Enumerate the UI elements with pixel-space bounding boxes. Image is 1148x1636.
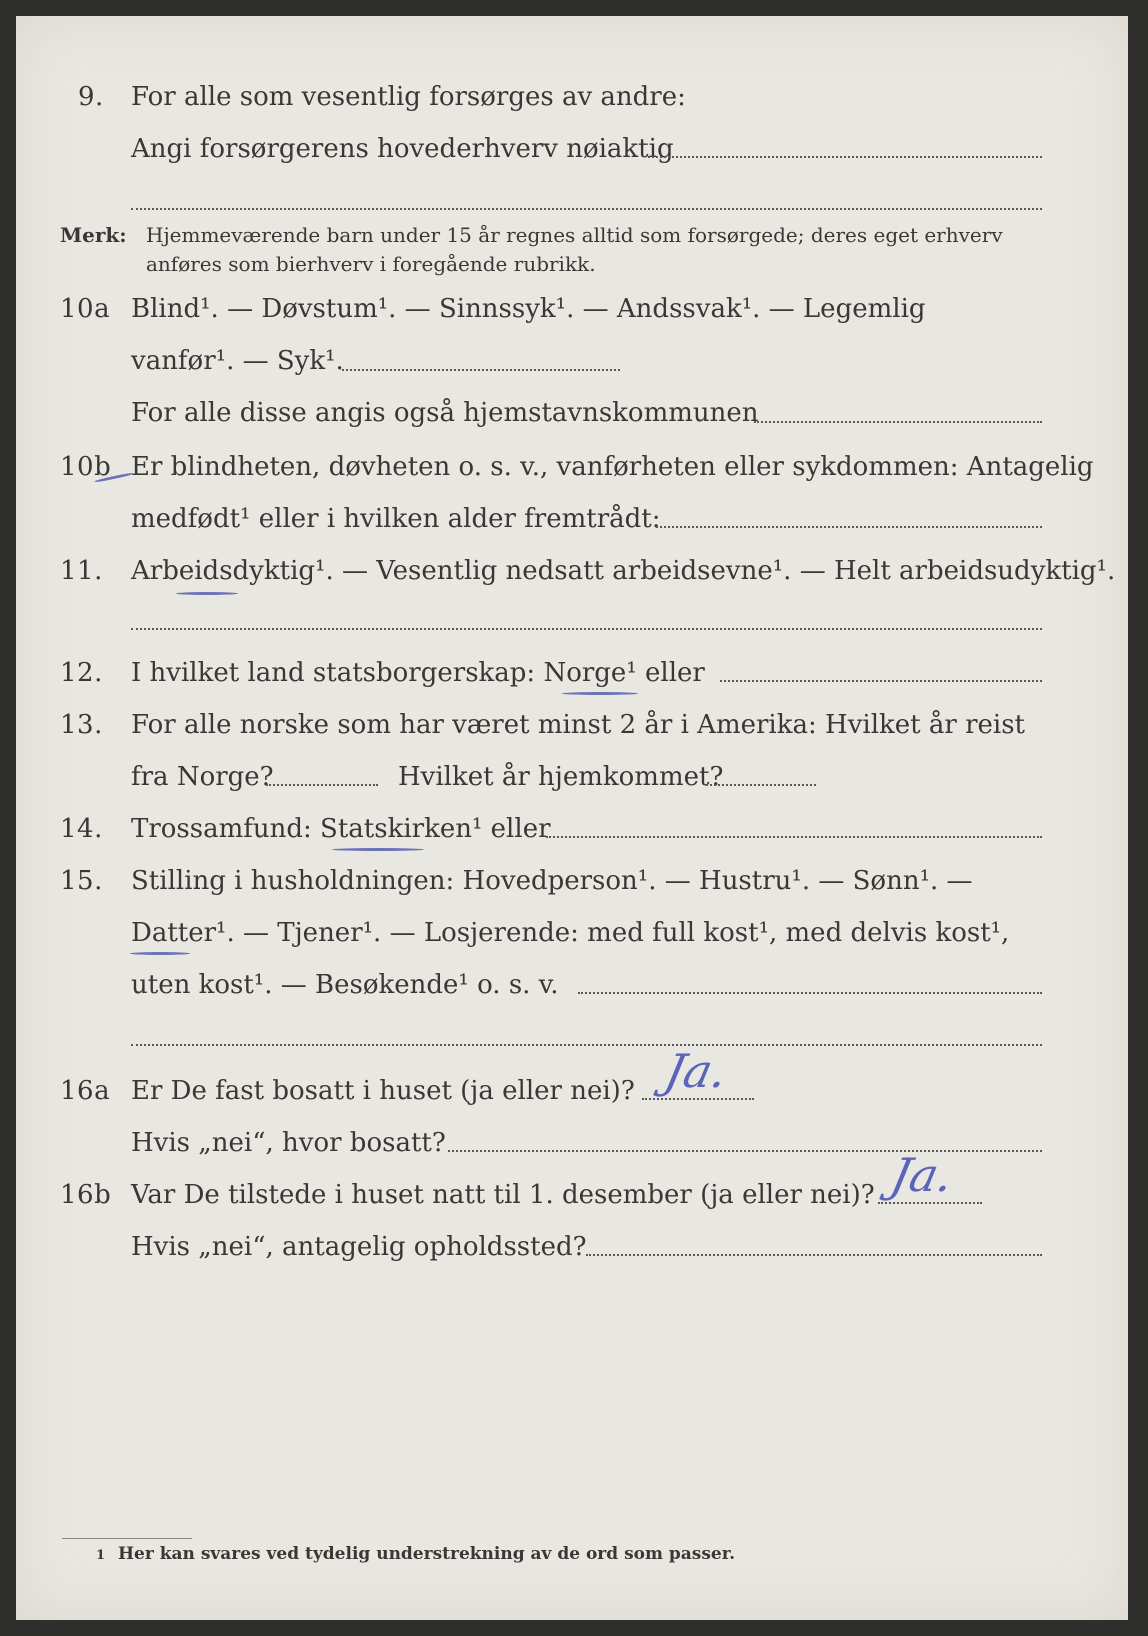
q10b-line2: medfødt¹ eller i hvilken alder fremtrådt:: [131, 504, 661, 534]
q10a-number: 10a: [60, 294, 111, 324]
q16a-line1: Er De fast bosatt i huset (ja eller nei)?: [131, 1076, 635, 1106]
q10b-line1: Er blindheten, døvheten o. s. v., vanførheten eller sykdommen: Antagelig: [131, 452, 1094, 482]
q15-line1: Stilling i husholdningen: Hovedperson¹. — Hustru¹. — Sønn¹. —: [131, 866, 973, 896]
q13-line1: For alle norske som har været minst 2 år i Amerika: Hvilket år reist: [131, 710, 1025, 740]
q16b-handwritten-answer: Ja.: [886, 1148, 959, 1202]
q13-line2b: Hvilket år hjemkommet?: [398, 762, 724, 792]
q12-answer-line[interactable]: [720, 680, 1042, 682]
q9-answer-line-2[interactable]: [131, 208, 1042, 210]
q16b-line1: Var De tilstede i huset natt til 1. desember (ja eller nei)?: [131, 1180, 875, 1210]
q10a-line3: For alle disse angis også hjemstavnskommunen: [131, 398, 759, 428]
handwritten-underline-norge: [562, 692, 638, 695]
census-form-page: [16, 16, 1128, 1620]
q15-number: 15.: [60, 866, 103, 896]
q11-line1: Arbeidsdyktig¹. — Vesentlig nedsatt arbeidsevne¹. — Helt arbeidsudyktig¹.: [131, 556, 1116, 586]
q12-line1: I hvilket land statsborgerskap: Norge¹ eller: [131, 658, 705, 688]
q9-line2: Angi forsørgerens hovederhverv nøiaktig: [131, 134, 674, 164]
q13-line2a: fra Norge?: [131, 762, 274, 792]
q10a-line2: vanfør¹. — Syk¹.: [131, 346, 344, 376]
q16b-line2: Hvis „nei“, antagelig opholdssted?: [131, 1232, 587, 1262]
q16b-location-line[interactable]: [586, 1254, 1042, 1256]
q16a-line2: Hvis „nei“, hvor bosatt?: [131, 1128, 446, 1158]
merk-line1: Hjemmeværende barn under 15 år regnes alltid som forsørgede; deres eget erhverv: [146, 223, 1003, 247]
q16b-number: 16b: [60, 1180, 112, 1210]
footnote-rule: [62, 1538, 192, 1539]
footnote-mark: 1: [96, 1548, 106, 1563]
q16a-handwritten-answer: Ja.: [660, 1044, 733, 1098]
q14-answer-line[interactable]: [546, 836, 1042, 838]
q10b-number: 10b: [60, 452, 112, 482]
handwritten-underline-datter: [130, 952, 190, 955]
q13-return-year-line[interactable]: [706, 784, 816, 786]
q14-number: 14.: [60, 814, 103, 844]
q10a-hometown-line[interactable]: [754, 421, 1042, 423]
q15-line2: Datter¹. — Tjener¹. — Losjerende: med full kost¹, med delvis kost¹,: [131, 918, 1010, 948]
q13-departure-year-line[interactable]: [266, 784, 378, 786]
handwritten-underline-arbeidsdyktig: [176, 592, 238, 595]
q16b-answer-line[interactable]: [878, 1202, 982, 1204]
q15-line3: uten kost¹. — Besøkende¹ o. s. v.: [131, 970, 559, 1000]
q11-answer-line[interactable]: [131, 628, 1042, 630]
q10a-answer-line[interactable]: [342, 369, 620, 371]
q9-line1: For alle som vesentlig forsørges av andre:: [131, 82, 686, 112]
merk-line2: anføres som bierhverv i foregående rubrikk.: [146, 252, 596, 276]
q15-answer-line-2[interactable]: [131, 1044, 1042, 1046]
q9-number: 9.: [78, 82, 104, 112]
merk-label: Merk:: [60, 223, 127, 247]
q13-number: 13.: [60, 710, 103, 740]
q9-answer-line[interactable]: [648, 156, 1042, 158]
q16a-answer-line[interactable]: [642, 1098, 754, 1100]
q10a-line1: Blind¹. — Døvstum¹. — Sinnssyk¹. — Andssvak¹. — Legemlig: [131, 294, 926, 324]
q14-line1: Trossamfund: Statskirken¹ eller: [131, 814, 551, 844]
q10b-answer-line[interactable]: [656, 526, 1042, 528]
q12-number: 12.: [60, 658, 103, 688]
footnote-text: Her kan svares ved tydelig understrekning av de ord som passer.: [118, 1544, 736, 1564]
handwritten-underline-statskirken: [332, 848, 424, 851]
q16a-number: 16a: [60, 1076, 111, 1106]
q11-number: 11.: [60, 556, 103, 586]
q15-answer-line[interactable]: [578, 992, 1042, 994]
